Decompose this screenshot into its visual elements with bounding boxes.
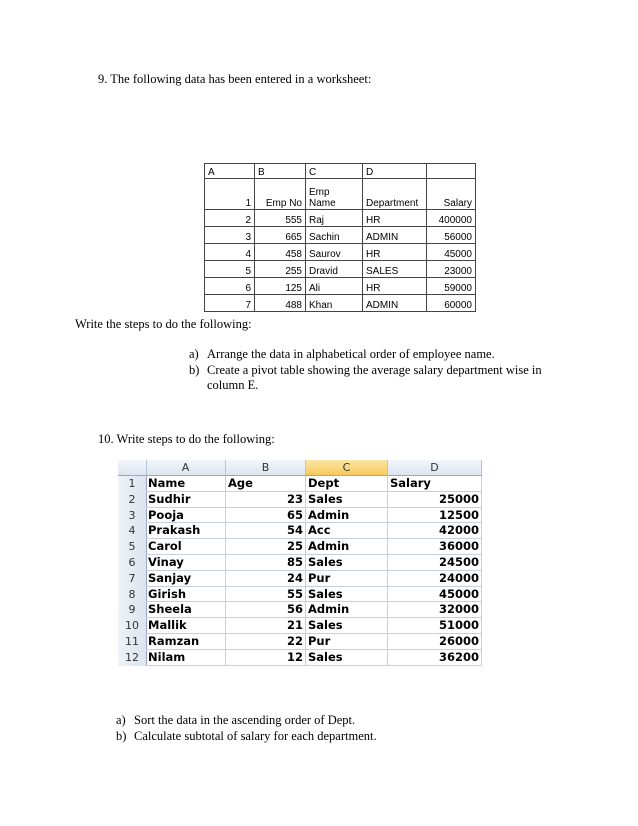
task-text: Arrange the data in alphabetical order of employee name. bbox=[207, 347, 495, 361]
sheet-cell: Sheela bbox=[146, 602, 226, 618]
sheet-cell: 24000 bbox=[388, 571, 482, 587]
table-cell: Emp Name bbox=[306, 179, 363, 210]
row-header: 11 bbox=[118, 634, 147, 650]
sheet-cell: Mallik bbox=[146, 618, 226, 634]
sheet-cell: 26000 bbox=[388, 634, 482, 650]
sheet-cell: 36000 bbox=[388, 539, 482, 555]
task-text: Calculate subtotal of salary for each department. bbox=[134, 729, 377, 743]
row-header: 5 bbox=[118, 539, 147, 555]
sheet-cell: Girish bbox=[146, 587, 226, 603]
table-cell: Ali bbox=[306, 278, 363, 295]
sheet-cell: 42000 bbox=[388, 523, 482, 539]
table-row bbox=[205, 244, 476, 261]
row-header: 9 bbox=[118, 602, 147, 618]
column-header: B bbox=[226, 460, 306, 475]
sheet-cell: 25 bbox=[226, 539, 306, 555]
sheet-cell: Admin bbox=[306, 508, 388, 524]
table-cell: 7 bbox=[205, 295, 255, 312]
task-9a bbox=[189, 346, 495, 362]
row-header: 3 bbox=[118, 508, 147, 524]
sheet-cell: Sales bbox=[306, 618, 388, 634]
table-cell: 665 bbox=[255, 227, 306, 244]
sheet-cell: 23 bbox=[226, 492, 306, 508]
table-cell: Khan bbox=[306, 295, 363, 312]
table-cell: Dravid bbox=[306, 261, 363, 278]
sheet-cell: 51000 bbox=[388, 618, 482, 634]
sheet-cell: Sudhir bbox=[146, 492, 226, 508]
sheet-cell: Admin bbox=[306, 602, 388, 618]
table-row bbox=[205, 295, 476, 312]
sheet-cell: 12500 bbox=[388, 508, 482, 524]
table-cell: 4 bbox=[205, 244, 255, 261]
table-cell: ADMIN bbox=[363, 227, 427, 244]
sheet-cell: 55 bbox=[226, 587, 306, 603]
question-9: 9. The following data has been entered in a worksheet: bbox=[98, 72, 372, 86]
sheet-cell: Acc bbox=[306, 523, 388, 539]
sheet-cell: 25000 bbox=[388, 492, 482, 508]
task-10b bbox=[116, 728, 377, 744]
spreadsheet-image bbox=[118, 460, 482, 668]
column-letter: B bbox=[255, 164, 306, 179]
table-cell: Salary bbox=[427, 179, 476, 210]
sheet-cell: Dept bbox=[306, 476, 388, 492]
sheet-cell: 56 bbox=[226, 602, 306, 618]
table-cell: 458 bbox=[255, 244, 306, 261]
table-cell: 555 bbox=[255, 210, 306, 227]
sheet-cell: 54 bbox=[226, 523, 306, 539]
sheet-cell: 85 bbox=[226, 555, 306, 571]
row-header: 8 bbox=[118, 587, 147, 603]
table-cell: Sachin bbox=[306, 227, 363, 244]
task-9b-continued: column E. bbox=[207, 378, 259, 392]
sheet-cell: Sanjay bbox=[146, 571, 226, 587]
employee-table bbox=[204, 163, 476, 312]
sheet-cell: Admin bbox=[306, 539, 388, 555]
column-header: A bbox=[146, 460, 226, 475]
sheet-cell: Pur bbox=[306, 634, 388, 650]
table-cell: 488 bbox=[255, 295, 306, 312]
select-all-corner bbox=[118, 460, 147, 475]
sheet-cell: 36200 bbox=[388, 650, 482, 666]
sheet-cell: 32000 bbox=[388, 602, 482, 618]
table-cell: 59000 bbox=[427, 278, 476, 295]
sheet-cell: Pooja bbox=[146, 508, 226, 524]
task-text: Create a pivot table showing the average salary department wise in bbox=[207, 363, 542, 377]
sheet-cell: Name bbox=[146, 476, 226, 492]
table-cell: Saurov bbox=[306, 244, 363, 261]
column-header-bar bbox=[118, 460, 482, 476]
sheet-cell: Sales bbox=[306, 492, 388, 508]
instructions-intro: Write the steps to do the following: bbox=[75, 317, 252, 331]
table-cell: Raj bbox=[306, 210, 363, 227]
row-header: 7 bbox=[118, 571, 147, 587]
sheet-cell: 12 bbox=[226, 650, 306, 666]
sheet-cell: Pur bbox=[306, 571, 388, 587]
sheet-cell: Carol bbox=[146, 539, 226, 555]
table-cell: 400000 bbox=[427, 210, 476, 227]
sheet-cell: 21 bbox=[226, 618, 306, 634]
column-header: D bbox=[388, 460, 482, 475]
sheet-cell: Nilam bbox=[146, 650, 226, 666]
table-cell: 2 bbox=[205, 210, 255, 227]
table-cell: ADMIN bbox=[363, 295, 427, 312]
row-header: 4 bbox=[118, 523, 147, 539]
column-letter: D bbox=[363, 164, 427, 179]
column-letter: C bbox=[306, 164, 363, 179]
row-header: 2 bbox=[118, 492, 147, 508]
table-cell: Department bbox=[363, 179, 427, 210]
row-header: 10 bbox=[118, 618, 147, 634]
table-cell: 3 bbox=[205, 227, 255, 244]
table-cell: 6 bbox=[205, 278, 255, 295]
sheet-cell: Sales bbox=[306, 650, 388, 666]
task-label: a) bbox=[189, 347, 199, 361]
sheet-cell: 24 bbox=[226, 571, 306, 587]
task-label: b) bbox=[116, 729, 127, 743]
table-cell: 56000 bbox=[427, 227, 476, 244]
sheet-cell: 45000 bbox=[388, 587, 482, 603]
task-text: Sort the data in the ascending order of Dept. bbox=[134, 713, 356, 727]
column-letter bbox=[427, 164, 476, 179]
sheet-cell: Prakash bbox=[146, 523, 226, 539]
table-cell: SALES bbox=[363, 261, 427, 278]
question-10: 10. Write steps to do the following: bbox=[98, 432, 275, 446]
table-cell: HR bbox=[363, 210, 427, 227]
table-cell: HR bbox=[363, 278, 427, 295]
column-letter: A bbox=[205, 164, 255, 179]
sheet-cell: 24500 bbox=[388, 555, 482, 571]
table-row bbox=[205, 261, 476, 278]
sheet-cell: Age bbox=[226, 476, 306, 492]
table-cell: Emp No bbox=[255, 179, 306, 210]
sheet-cell: 65 bbox=[226, 508, 306, 524]
table-cell: 255 bbox=[255, 261, 306, 278]
table-cell: HR bbox=[363, 244, 427, 261]
sheet-cell: Sales bbox=[306, 555, 388, 571]
sheet-cell: Vinay bbox=[146, 555, 226, 571]
table-cell: 60000 bbox=[427, 295, 476, 312]
table-row bbox=[205, 278, 476, 295]
sheet-cell: 22 bbox=[226, 634, 306, 650]
table-cell: 23000 bbox=[427, 261, 476, 278]
table-cell: 45000 bbox=[427, 244, 476, 261]
sheet-cell: Ramzan bbox=[146, 634, 226, 650]
row-header: 6 bbox=[118, 555, 147, 571]
sheet-cell: Salary bbox=[388, 476, 482, 492]
table-cell: 5 bbox=[205, 261, 255, 278]
table-cell: 1 bbox=[205, 179, 255, 210]
task-label: a) bbox=[116, 713, 126, 727]
row-header: 1 bbox=[118, 476, 147, 492]
task-10a bbox=[116, 712, 355, 728]
table-header-row bbox=[205, 179, 476, 210]
table-row bbox=[205, 227, 476, 244]
row-header: 12 bbox=[118, 650, 147, 666]
task-label: b) bbox=[189, 363, 200, 377]
table-row bbox=[205, 210, 476, 227]
task-9b bbox=[189, 362, 559, 378]
table-cell: 125 bbox=[255, 278, 306, 295]
column-header: C bbox=[306, 460, 388, 475]
sheet-cell: Sales bbox=[306, 587, 388, 603]
